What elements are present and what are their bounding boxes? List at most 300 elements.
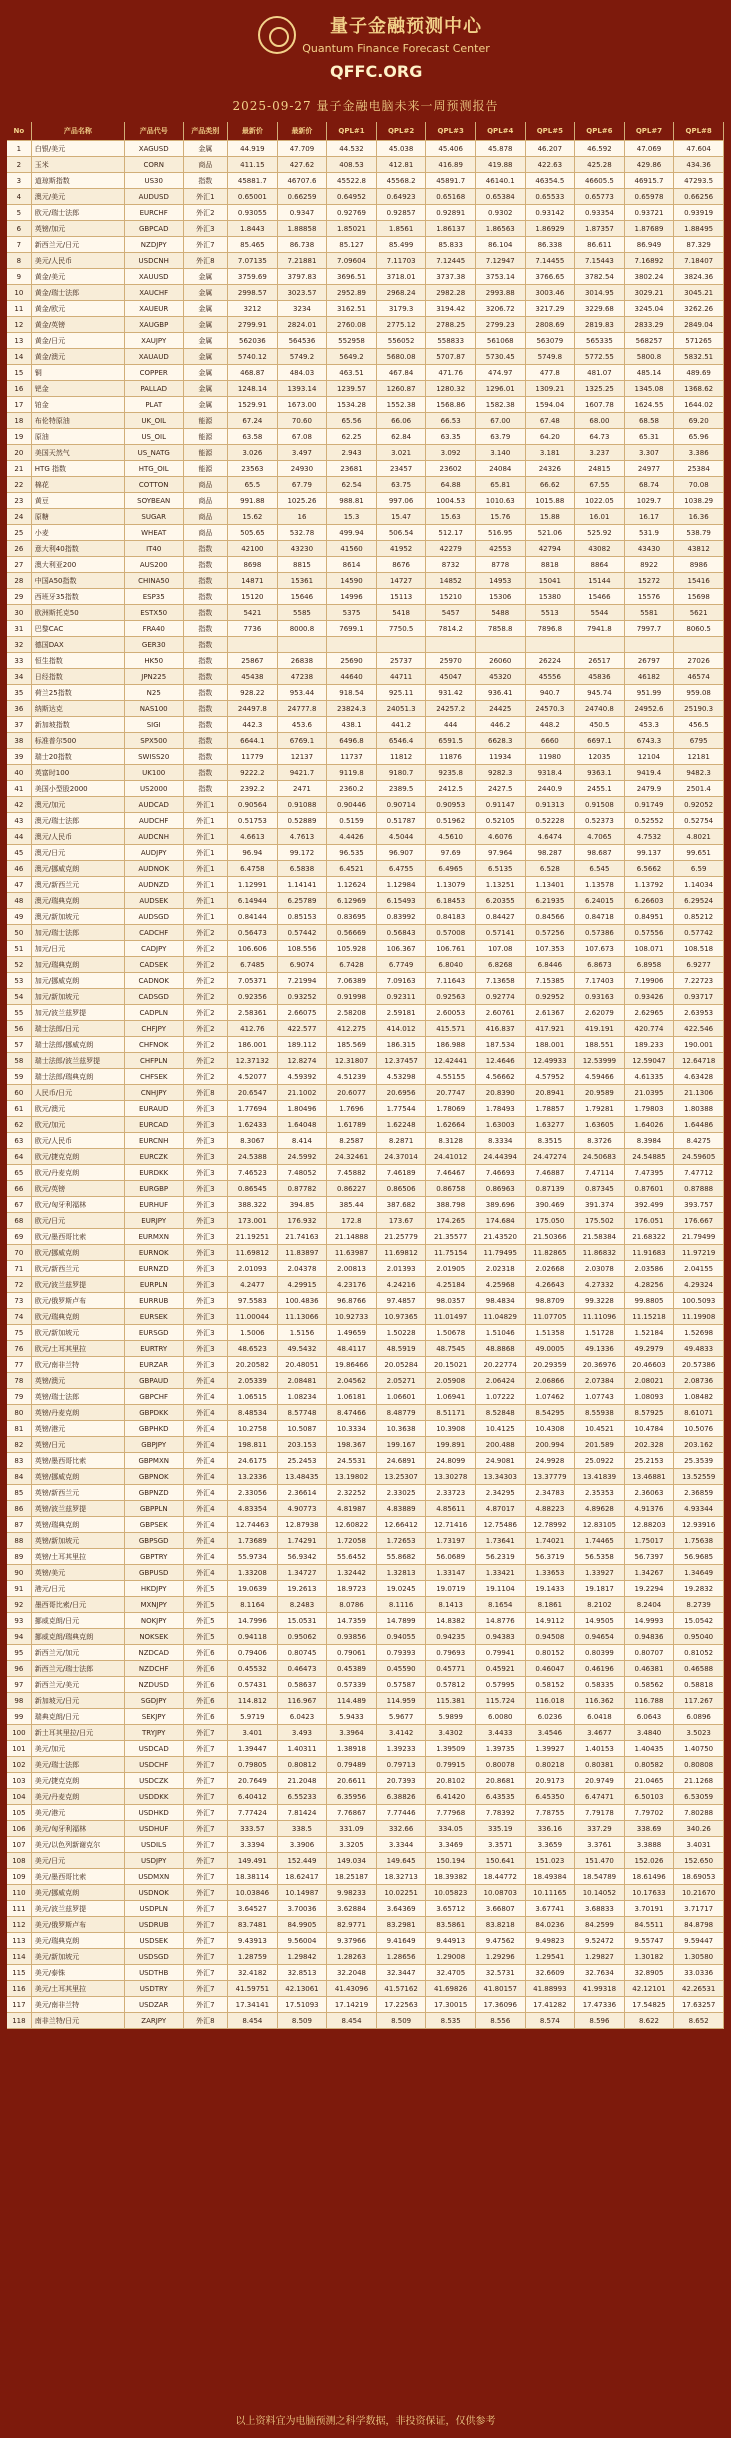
table-cell: 412.76	[228, 1021, 278, 1037]
table-cell: 1	[7, 141, 31, 157]
table-cell: 金属	[183, 301, 228, 317]
table-cell: 84.8798	[674, 1917, 724, 1933]
table-cell: 12.8274	[277, 1053, 327, 1069]
table-cell: 6.7428	[327, 957, 377, 973]
table-cell: 25690	[327, 653, 377, 669]
table-cell: 1.64486	[674, 1117, 724, 1133]
table-cell: 19.1817	[575, 1581, 625, 1597]
table-cell: 7	[7, 237, 31, 253]
table-cell: 2993.88	[475, 285, 525, 301]
table-cell: 1.13578	[575, 877, 625, 893]
table-cell: 21.0395	[624, 1085, 674, 1101]
table-row	[7, 1677, 724, 1693]
table-cell: GER30	[124, 637, 183, 653]
table-cell: 24.54885	[624, 1149, 674, 1165]
table-cell: 指数	[183, 637, 228, 653]
table-cell: 26	[7, 541, 31, 557]
table-cell: 940.7	[525, 685, 575, 701]
table-cell: 47293.5	[674, 173, 724, 189]
table-cell: 外汇7	[183, 1853, 228, 1869]
table-cell: 75	[7, 1325, 31, 1341]
table-cell: 5707.87	[426, 349, 476, 365]
table-cell: 6.8958	[624, 957, 674, 973]
table-cell: 1.74291	[277, 1533, 327, 1549]
table-cell: 6.8040	[426, 957, 476, 973]
table-cell: 11.13066	[277, 1309, 327, 1325]
table-cell: 2.08481	[277, 1373, 327, 1389]
table-cell: 12.53999	[575, 1053, 625, 1069]
table-cell: GBPHKD	[124, 1421, 183, 1437]
table-cell: 2392.2	[228, 781, 278, 797]
table-cell: 13.37779	[525, 1469, 575, 1485]
table-row	[7, 1453, 724, 1469]
product-name-cell: 白银/美元	[31, 141, 124, 157]
table-cell	[575, 637, 625, 653]
table-cell: 112	[7, 1917, 31, 1933]
table-cell: 419.88	[475, 157, 525, 173]
table-row	[7, 1229, 724, 1245]
table-cell: AUDCHF	[124, 813, 183, 829]
product-name-cell: 标准普尔500	[31, 733, 124, 749]
product-name-cell: 瑞士法郎/挪威克朗	[31, 1037, 124, 1053]
table-cell: 3212	[228, 301, 278, 317]
table-row	[7, 1037, 724, 1053]
table-cell: 26838	[277, 653, 327, 669]
table-cell: 113	[7, 1933, 31, 1949]
table-cell: 99.137	[624, 845, 674, 861]
table-cell: 11.69812	[376, 1245, 426, 1261]
table-cell: 0.93919	[674, 205, 724, 221]
table-cell: 7.06389	[327, 973, 377, 989]
table-cell: 1.29827	[575, 1949, 625, 1965]
table-cell: 2.66075	[277, 1005, 327, 1021]
table-row	[7, 1021, 724, 1037]
table-cell: USDILS	[124, 1837, 183, 1853]
table-cell: 5457	[426, 605, 476, 621]
table-cell: 62	[7, 1117, 31, 1133]
table-cell: 6.24015	[575, 893, 625, 909]
table-cell: 1368.62	[674, 381, 724, 397]
table-cell: 35	[7, 685, 31, 701]
table-cell: 指数	[183, 541, 228, 557]
table-cell: 67.79	[277, 477, 327, 493]
table-cell: 12.71416	[426, 1517, 476, 1533]
table-cell: 外汇3	[183, 1245, 228, 1261]
table-cell: 0.92356	[228, 989, 278, 1005]
table-cell: 89	[7, 1549, 31, 1565]
table-cell: 24.44394	[475, 1149, 525, 1165]
table-cell: 10.5076	[674, 1421, 724, 1437]
table-cell: 21.74163	[277, 1229, 327, 1245]
table-cell: 10.02251	[376, 1885, 426, 1901]
table-cell: 指数	[183, 685, 228, 701]
table-cell: 188.551	[575, 1037, 625, 1053]
table-cell: 8.454	[228, 2013, 278, 2029]
product-name-cell: 英镑/瑞士法郎	[31, 1389, 124, 1405]
table-cell: 外汇3	[183, 1165, 228, 1181]
table-row	[7, 685, 724, 701]
table-cell: 16.01	[575, 509, 625, 525]
product-name-cell: 英镑/新加坡元	[31, 1533, 124, 1549]
product-name-cell: 欧元/加元	[31, 1117, 124, 1133]
table-cell: 外汇4	[183, 1533, 228, 1549]
table-cell: 0.79713	[376, 1757, 426, 1773]
table-cell: 5772.55	[575, 349, 625, 365]
table-cell: 1.79281	[575, 1101, 625, 1117]
table-cell: 20.7747	[426, 1085, 476, 1101]
table-cell: US30	[124, 173, 183, 189]
table-cell: 176.667	[674, 1213, 724, 1229]
table-cell: 19.2832	[674, 1581, 724, 1597]
table-cell: 12.4646	[475, 1053, 525, 1069]
table-cell: 556052	[376, 333, 426, 349]
table-cell: 10.14987	[277, 1885, 327, 1901]
table-cell: 46	[7, 861, 31, 877]
table-cell: 8.535	[426, 2013, 476, 2029]
table-cell: 14.9993	[624, 1613, 674, 1629]
table-cell: 2471	[277, 781, 327, 797]
table-cell: 151.023	[525, 1853, 575, 1869]
table-cell: 46.592	[575, 141, 625, 157]
table-cell: GBPPLN	[124, 1501, 183, 1517]
table-row	[7, 1885, 724, 1901]
table-cell: 15041	[525, 573, 575, 589]
table-cell: 32	[7, 637, 31, 653]
table-cell: 174.684	[475, 1213, 525, 1229]
table-cell: 56	[7, 1021, 31, 1037]
table-cell: 8.2483	[277, 1597, 327, 1613]
table-cell: 4.52077	[228, 1069, 278, 1085]
table-cell: EURMXN	[124, 1229, 183, 1245]
table-cell: 2.05908	[426, 1373, 476, 1389]
table-cell: 外汇7	[183, 1805, 228, 1821]
table-cell: 外汇6	[183, 1645, 228, 1661]
table-cell: 8.414	[277, 1133, 327, 1149]
table-cell: 41.57162	[376, 1981, 426, 1997]
table-cell: 20.15021	[426, 1357, 476, 1373]
table-cell: 1.07462	[525, 1389, 575, 1405]
table-cell: 415.571	[426, 1021, 476, 1037]
table-cell: 外汇3	[183, 1309, 228, 1325]
product-name-cell: 英镑/波兰兹罗提	[31, 1501, 124, 1517]
table-cell: 83.7481	[228, 1917, 278, 1933]
table-cell: 0.81052	[674, 1645, 724, 1661]
table-cell: 41	[7, 781, 31, 797]
table-cell: 438.1	[327, 717, 377, 733]
table-cell: 6.18453	[426, 893, 476, 909]
table-cell: 0.66259	[277, 189, 327, 205]
table-cell: 指数	[183, 781, 228, 797]
product-name-cell: 澳元/新加坡元	[31, 909, 124, 925]
table-cell: 1.62433	[228, 1117, 278, 1133]
table-cell: 6.0418	[575, 1709, 625, 1725]
table-cell: 7.09163	[376, 973, 426, 989]
table-cell: 能源	[183, 413, 228, 429]
table-cell: 15.76	[475, 509, 525, 525]
table-cell: 0.65533	[525, 189, 575, 205]
table-cell: 0.65773	[575, 189, 625, 205]
table-cell: 96.907	[376, 845, 426, 861]
table-cell: 7.12947	[475, 253, 525, 269]
table-cell: 3.5023	[674, 1725, 724, 1741]
table-cell: 11.15218	[624, 1309, 674, 1325]
table-cell: 71	[7, 1261, 31, 1277]
table-cell: 446.2	[475, 717, 525, 733]
product-name-cell: 加元/瑞典克朗	[31, 957, 124, 973]
table-header-cell: 产品名称	[31, 122, 124, 141]
table-cell: 24570.3	[525, 701, 575, 717]
table-row	[7, 1069, 724, 1085]
table-cell: 15646	[277, 589, 327, 605]
product-name-cell: 日经指数	[31, 669, 124, 685]
product-name-cell: 欧元/英镑	[31, 1181, 124, 1197]
table-cell: 24977	[624, 461, 674, 477]
table-cell: 8.652	[674, 2013, 724, 2029]
table-cell: 指数	[183, 701, 228, 717]
table-cell: 19.1433	[525, 1581, 575, 1597]
table-cell: 0.86227	[327, 1181, 377, 1197]
table-cell: NAS100	[124, 701, 183, 717]
table-cell: 6743.3	[624, 733, 674, 749]
table-cell: 0.92891	[426, 205, 476, 221]
table-cell: UK_OIL	[124, 413, 183, 429]
table-row	[7, 1629, 724, 1645]
product-name-cell: 澳元/挪威克朗	[31, 861, 124, 877]
table-cell: 0.85153	[277, 909, 327, 925]
table-row	[7, 1661, 724, 1677]
table-cell: 6.29524	[674, 893, 724, 909]
table-cell: 外汇8	[183, 1085, 228, 1101]
table-cell: 0.79393	[376, 1645, 426, 1661]
table-cell: 203.162	[674, 1437, 724, 1453]
table-row	[7, 269, 724, 285]
table-cell: 8.509	[376, 2013, 426, 2029]
table-cell: 4.59466	[575, 1069, 625, 1085]
table-cell: 0.79915	[426, 1757, 476, 1773]
table-cell: 87	[7, 1517, 31, 1533]
table-row	[7, 1293, 724, 1309]
table-cell: CHINA50	[124, 573, 183, 589]
table-cell: 8.57925	[624, 1405, 674, 1421]
table-row	[7, 1933, 724, 1949]
table-cell: 3718.01	[376, 269, 426, 285]
table-cell: 4.23176	[327, 1277, 377, 1293]
table-cell: 8.55938	[575, 1405, 625, 1421]
table-row	[7, 1597, 724, 1613]
table-row	[7, 1565, 724, 1581]
table-row	[7, 1197, 724, 1213]
table-cell: 65.31	[624, 429, 674, 445]
table-cell: NZDCAD	[124, 1645, 183, 1661]
table-cell: 20.36976	[575, 1357, 625, 1373]
table-cell: 0.90714	[376, 797, 426, 813]
table-cell: 6.8673	[575, 957, 625, 973]
table-cell: PLAT	[124, 397, 183, 413]
table-cell: 8000.8	[277, 621, 327, 637]
table-cell: USDPLN	[124, 1901, 183, 1917]
table-cell: GBPNOK	[124, 1469, 183, 1485]
table-cell: 10.4125	[475, 1421, 525, 1437]
table-cell: 484.03	[277, 365, 327, 381]
table-cell: 80	[7, 1405, 31, 1421]
table-cell: 116.967	[277, 1693, 327, 1709]
table-row	[7, 301, 724, 317]
table-row	[7, 461, 724, 477]
table-cell: 109	[7, 1869, 31, 1885]
table-cell: 4.26643	[525, 1277, 575, 1293]
table-cell: 108.071	[624, 941, 674, 957]
table-cell: USDCZK	[124, 1773, 183, 1789]
table-cell: 47.604	[674, 141, 724, 157]
table-cell: 1.34649	[674, 1565, 724, 1581]
table-cell: 26224	[525, 653, 575, 669]
table-cell: N25	[124, 685, 183, 701]
product-name-cell: 欧元/新西兰元	[31, 1261, 124, 1277]
table-cell: 30	[7, 605, 31, 621]
table-cell: GBPTRY	[124, 1549, 183, 1565]
table-cell: 16.17	[624, 509, 674, 525]
table-cell: 2.34295	[475, 1485, 525, 1501]
product-name-cell: 美元/新加坡元	[31, 1949, 124, 1965]
table-cell: 1.40435	[624, 1741, 674, 1757]
table-cell: 7750.5	[376, 621, 426, 637]
table-cell: 外汇7	[183, 1885, 228, 1901]
table-cell: 4.61335	[624, 1069, 674, 1085]
table-cell: 7.77446	[376, 1805, 426, 1821]
table-cell: 85.127	[327, 237, 377, 253]
table-cell: 0.65001	[228, 189, 278, 205]
table-cell: 15.0531	[277, 1613, 327, 1629]
table-cell: 45438	[228, 669, 278, 685]
table-cell: 1.7696	[327, 1101, 377, 1117]
table-cell: 6.53059	[674, 1789, 724, 1805]
table-cell: 84.5511	[624, 1917, 674, 1933]
table-cell: 25.3539	[674, 1453, 724, 1469]
table-cell: 69	[7, 1229, 31, 1245]
table-cell: EURNOK	[124, 1245, 183, 1261]
table-cell: 0.52889	[277, 813, 327, 829]
table-cell: 1.88858	[277, 221, 327, 237]
table-cell: CADSEK	[124, 957, 183, 973]
table-cell: 115.724	[475, 1693, 525, 1709]
table-cell: 408.53	[327, 157, 377, 173]
table-cell: 56.0689	[426, 1549, 476, 1565]
table-cell: 外汇3	[183, 1101, 228, 1117]
table-cell: 0.79941	[475, 1645, 525, 1661]
table-cell: 6644.1	[228, 733, 278, 749]
table-cell: 152.449	[277, 1853, 327, 1869]
table-cell: 81	[7, 1421, 31, 1437]
table-cell: 1004.53	[426, 493, 476, 509]
table-cell: 86.338	[525, 237, 575, 253]
table-cell: 0.52228	[525, 813, 575, 829]
table-cell: 8.48779	[376, 1405, 426, 1421]
table-cell: 442.3	[228, 717, 278, 733]
table-row	[7, 749, 724, 765]
table-row	[7, 1165, 724, 1181]
table-cell: 1.87689	[624, 221, 674, 237]
table-cell: 3.3906	[277, 1837, 327, 1853]
table-cell: 93	[7, 1613, 31, 1629]
table-row	[7, 2013, 724, 2029]
table-cell: 外汇2	[183, 1005, 228, 1021]
table-cell: 0.65384	[475, 189, 525, 205]
table-cell: 1038.29	[674, 493, 724, 509]
table-cell: 10.92733	[327, 1309, 377, 1325]
table-cell: XAUCHF	[124, 285, 183, 301]
table-cell: 14852	[426, 573, 476, 589]
table-cell: 416.837	[475, 1021, 525, 1037]
table-cell: 1644.02	[674, 397, 724, 413]
table-row	[7, 509, 724, 525]
table-cell: 173.67	[376, 1213, 426, 1229]
table-header-cell: QPL#8	[674, 122, 724, 141]
table-cell: XAGUSD	[124, 141, 183, 157]
table-row	[7, 941, 724, 957]
table-cell: 20.9173	[525, 1773, 575, 1789]
table-cell: 24497.8	[228, 701, 278, 717]
table-cell: 27026	[674, 653, 724, 669]
table-cell: 能源	[183, 445, 228, 461]
table-cell: 8614	[327, 557, 377, 573]
table-cell: 4.57952	[525, 1069, 575, 1085]
table-cell: 4.89628	[575, 1501, 625, 1517]
table-cell: EURCHF	[124, 205, 183, 221]
table-cell: 14.9505	[575, 1613, 625, 1629]
table-row	[7, 1101, 724, 1117]
table-cell: 102	[7, 1757, 31, 1773]
table-cell: 8.1654	[475, 1597, 525, 1613]
table-cell: 0.93426	[624, 989, 674, 1005]
table-row	[7, 1901, 724, 1917]
table-cell: 1.12991	[228, 877, 278, 893]
product-name-cell: 英镑/澳元	[31, 1373, 124, 1389]
table-cell: CADSGD	[124, 989, 183, 1005]
table-cell: 32.8905	[624, 1965, 674, 1981]
table-cell: 18	[7, 413, 31, 429]
table-cell: 40	[7, 765, 31, 781]
table-cell: 416.89	[426, 157, 476, 173]
table-cell: 5544	[575, 605, 625, 621]
table-cell: 52	[7, 957, 31, 973]
table-cell: 6496.8	[327, 733, 377, 749]
table-cell: 13.19802	[327, 1469, 377, 1485]
table-cell: 2.943	[327, 445, 377, 461]
table-row	[7, 237, 724, 253]
table-cell	[475, 637, 525, 653]
table-cell: 7.46887	[525, 1165, 575, 1181]
table-cell: 8.3128	[426, 1133, 476, 1149]
table-cell: 88	[7, 1533, 31, 1549]
table-cell: 116.362	[575, 1693, 625, 1709]
table-cell: 176.932	[277, 1213, 327, 1229]
table-row	[7, 1213, 724, 1229]
table-cell: 外汇2	[183, 1021, 228, 1037]
table-cell: ESTX50	[124, 605, 183, 621]
product-name-cell: 美元/波兰兹罗提	[31, 1901, 124, 1917]
table-cell: 114.959	[376, 1693, 426, 1709]
table-cell: 187.534	[475, 1037, 525, 1053]
table-cell: 1.75638	[674, 1533, 724, 1549]
table-cell: 21.19251	[228, 1229, 278, 1245]
table-row	[7, 1965, 724, 1981]
table-cell: 0.57256	[525, 925, 575, 941]
table-cell: 453.6	[277, 717, 327, 733]
table-cell: 105	[7, 1805, 31, 1821]
table-cell: 96	[7, 1661, 31, 1677]
table-cell: GBPCAD	[124, 221, 183, 237]
table-cell: 6.0896	[674, 1709, 724, 1725]
